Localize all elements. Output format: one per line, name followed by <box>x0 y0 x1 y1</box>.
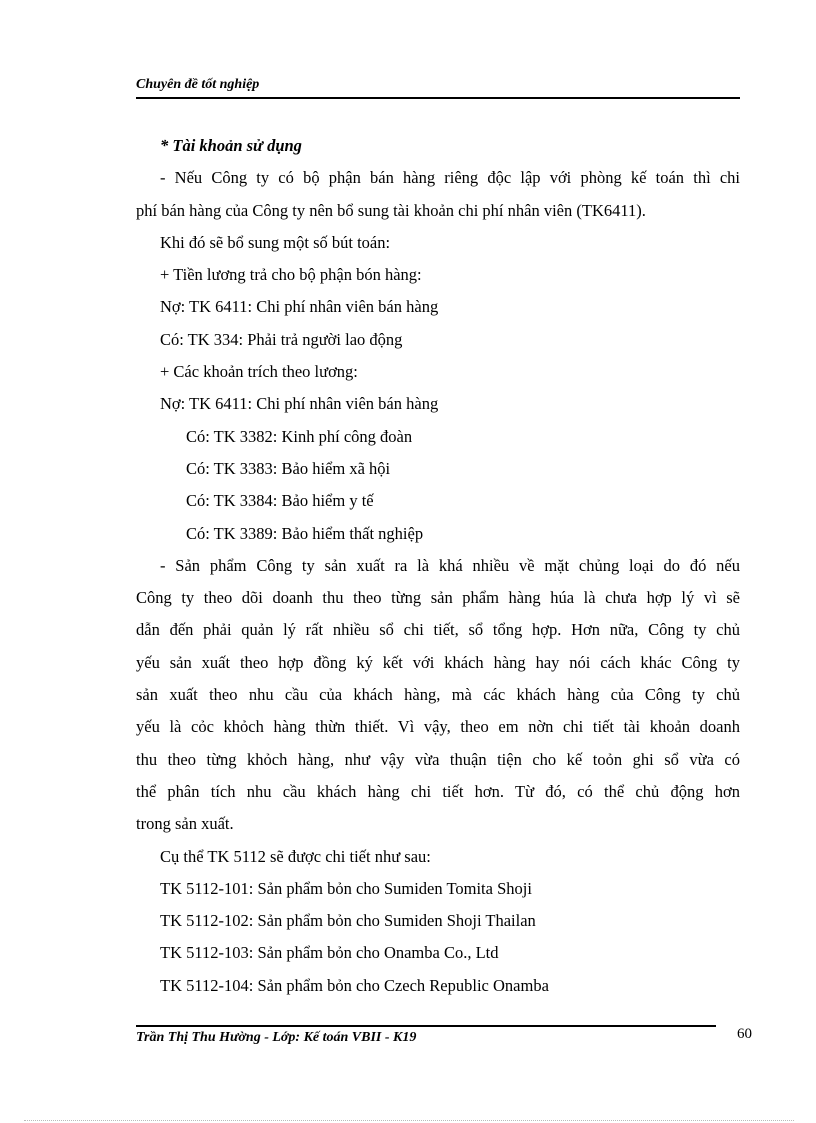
paragraph-line: - Nếu Công ty có bộ phận bán hàng riêng độc lập với phòng kế toán thì chi <box>160 168 740 188</box>
footer-rule <box>136 1025 716 1027</box>
paragraph-line: thu theo từng khỏch hàng, như vậy vừa thuận tiện cho kế toỏn ghi sổ vừa có <box>136 749 740 769</box>
paragraph-line: phí bán hàng của Công ty nên bổ sung tài khoản chi phí nhân viên (TK6411). <box>136 200 646 220</box>
paragraph-line: Khi đó sẽ bổ sung một số bút toán: <box>160 232 391 252</box>
page-bottom-divider <box>24 1120 794 1121</box>
footer-author: Trần Thị Thu Hường - Lớp: Kế toán VBII - K19 <box>136 1030 417 1045</box>
paragraph-line: + Các khoản trích theo lương: <box>160 362 358 382</box>
section-title: * Tài khoản sử dụng <box>160 136 302 155</box>
paragraph-line: Cụ thể TK 5112 sẽ được chi tiết như sau: <box>160 846 431 866</box>
header-title: Chuyên đề tốt nghiệp <box>136 77 260 92</box>
document-body <box>136 130 740 1002</box>
entry-line: Có: TK 334: Phải trả người lao động <box>160 329 403 349</box>
paragraph-line: thể phân tích nhu cầu khách hàng chi tiết hơn. Từ đó, có thể chủ động hơn <box>136 781 740 801</box>
entry-line: Nợ: TK 6411: Chi phí nhân viên bán hàng <box>160 297 439 317</box>
paragraph-line: yếu sản xuất theo hợp đồng ký kết với khách hàng hay nói cách khác Công ty <box>136 652 740 672</box>
account-line: TK 5112-101: Sản phẩm bỏn cho Sumiden Tomita Shoji <box>160 878 532 898</box>
account-line: TK 5112-103: Sản phẩm bỏn cho Onamba Co., Ltd <box>160 943 499 963</box>
page-header <box>136 75 740 99</box>
paragraph-line: yếu là cỏc khỏch hàng thừn thiết. Vì vậy, theo em nờn chi tiết tài khoản doanh <box>136 717 740 737</box>
account-line: TK 5112-104: Sản phẩm bỏn cho Czech Republic Onamba <box>160 975 549 995</box>
entry-line: Nợ: TK 6411: Chi phí nhân viên bán hàng <box>160 394 439 414</box>
paragraph-line: Công ty theo dõi doanh thu theo từng sản phẩm hàng húa là chưa hợp lý vì sẽ <box>136 588 740 608</box>
entry-line: Có: TK 3382: Kinh phí công đoàn <box>186 426 413 446</box>
page-number: 60 <box>737 1026 752 1042</box>
account-line: TK 5112-102: Sản phẩm bỏn cho Sumiden Shoji Thailan <box>160 911 536 931</box>
paragraph-line: sản xuất theo nhu cầu của khách hàng, mà các khách hàng của Công ty chủ <box>136 685 740 705</box>
entry-line: Có: TK 3384: Bảo hiểm y tế <box>186 491 374 511</box>
entry-line: Có: TK 3383: Bảo hiểm xã hội <box>186 458 391 478</box>
paragraph-line: dẫn đến phải quản lý rất nhiều sổ chi tiết, sổ tổng hợp. Hơn nữa, Công ty chủ <box>136 620 740 640</box>
entry-line: Có: TK 3389: Bảo hiểm thất nghiệp <box>186 523 424 543</box>
paragraph-line: + Tiền lương trả cho bộ phận bón hàng: <box>160 265 422 285</box>
paragraph-line: - Sản phẩm Công ty sản xuất ra là khá nhiều về mặt chủng loại do đó nếu <box>160 555 740 575</box>
paragraph-line: trong sản xuất. <box>136 814 234 834</box>
